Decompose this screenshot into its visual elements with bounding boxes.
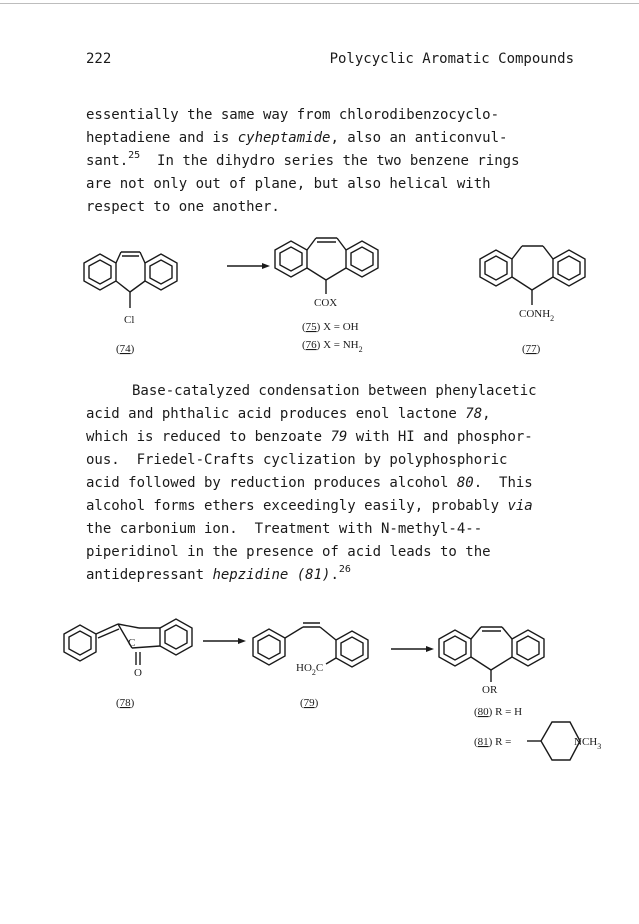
substituent-cox: COX bbox=[314, 297, 338, 309]
compound-label-79: (79) bbox=[300, 697, 319, 709]
structure-80-81 bbox=[439, 627, 601, 760]
substituent-cl: Cl bbox=[124, 314, 135, 326]
text-run: acid followed by reduction produces alcohol bbox=[86, 475, 457, 491]
reaction-arrow bbox=[391, 646, 434, 652]
compound-label-74: (74) bbox=[116, 343, 135, 355]
para1-line-4: are not only out of plane, but also helical with bbox=[86, 176, 491, 192]
compound-ref-79: 79 bbox=[330, 429, 348, 445]
compound-label-81: (81) R = bbox=[474, 736, 512, 748]
compound-ref-81: (81) bbox=[288, 567, 331, 583]
substituent-conh2: $CONH_2$ bbox=[519, 308, 555, 323]
text-run: In the dihydro series the two benzene rings bbox=[140, 153, 520, 169]
text-run: acid and phthalic acid produces enol lactone bbox=[86, 406, 466, 422]
atom-c: C bbox=[128, 637, 136, 649]
compound-ref-78: 78 bbox=[465, 406, 483, 422]
text-run: . bbox=[330, 567, 339, 583]
text-run: sant. bbox=[86, 153, 129, 169]
para2-line-1: Base-catalyzed condensation between phenylacetic bbox=[132, 383, 537, 399]
para2-line-4: ous. Friedel-Crafts cyclization by polyphosphoric bbox=[86, 452, 508, 468]
reaction-arrow bbox=[203, 638, 246, 644]
atom-nch3: $NCH_3$ bbox=[574, 736, 602, 751]
drug-name-hepzidine: hepzidine bbox=[212, 567, 289, 583]
text-run: alcohol forms ethers exceedingly easily, probably bbox=[86, 498, 508, 514]
compound-label-76: (76) $X = NH_2$ bbox=[302, 339, 363, 354]
compound-label-77: (77) bbox=[522, 343, 541, 355]
running-title: Polycyclic Aromatic Compounds bbox=[329, 51, 574, 67]
para1-line-1: essentially the same way from chlorodibenzocyclo- bbox=[86, 107, 500, 123]
compound-ref-80: 80 bbox=[456, 475, 474, 491]
text-run: . This bbox=[473, 475, 533, 491]
compound-label-78: (78) bbox=[116, 697, 135, 709]
latin-via: via bbox=[507, 498, 533, 514]
compound-label-75: (75) X = OH bbox=[302, 321, 359, 333]
substituent-co2h: $HO_2C$ bbox=[296, 662, 324, 677]
page-number: 222 bbox=[86, 51, 112, 67]
reference-26: 26 bbox=[338, 564, 351, 575]
para1-line-5: respect to one another. bbox=[86, 199, 280, 215]
structure-79 bbox=[253, 623, 368, 709]
text-run: antidepressant bbox=[86, 567, 213, 583]
text-run: heptadiene and is bbox=[86, 130, 238, 146]
text-run: , also an anticonvul- bbox=[330, 130, 508, 146]
atom-o: O bbox=[134, 667, 142, 679]
substituent-or: OR bbox=[482, 684, 498, 696]
para2-line-7: the carbonium ion. Treatment with N-methyl-4-- bbox=[86, 521, 483, 537]
para2-line-8: piperidinol in the presence of acid leads to the bbox=[86, 544, 491, 560]
compound-label-80: (80) R = H bbox=[474, 706, 523, 718]
piperidinyl-ring bbox=[527, 722, 580, 760]
structure-78 bbox=[64, 619, 192, 709]
text-run: which is reduced to benzoate bbox=[86, 429, 331, 445]
text-run: , bbox=[482, 406, 491, 422]
drug-name-cyheptamide: cyheptamide bbox=[237, 130, 331, 146]
reference-25: 25 bbox=[128, 150, 141, 161]
text-run: with HI and phosphor- bbox=[347, 429, 533, 445]
